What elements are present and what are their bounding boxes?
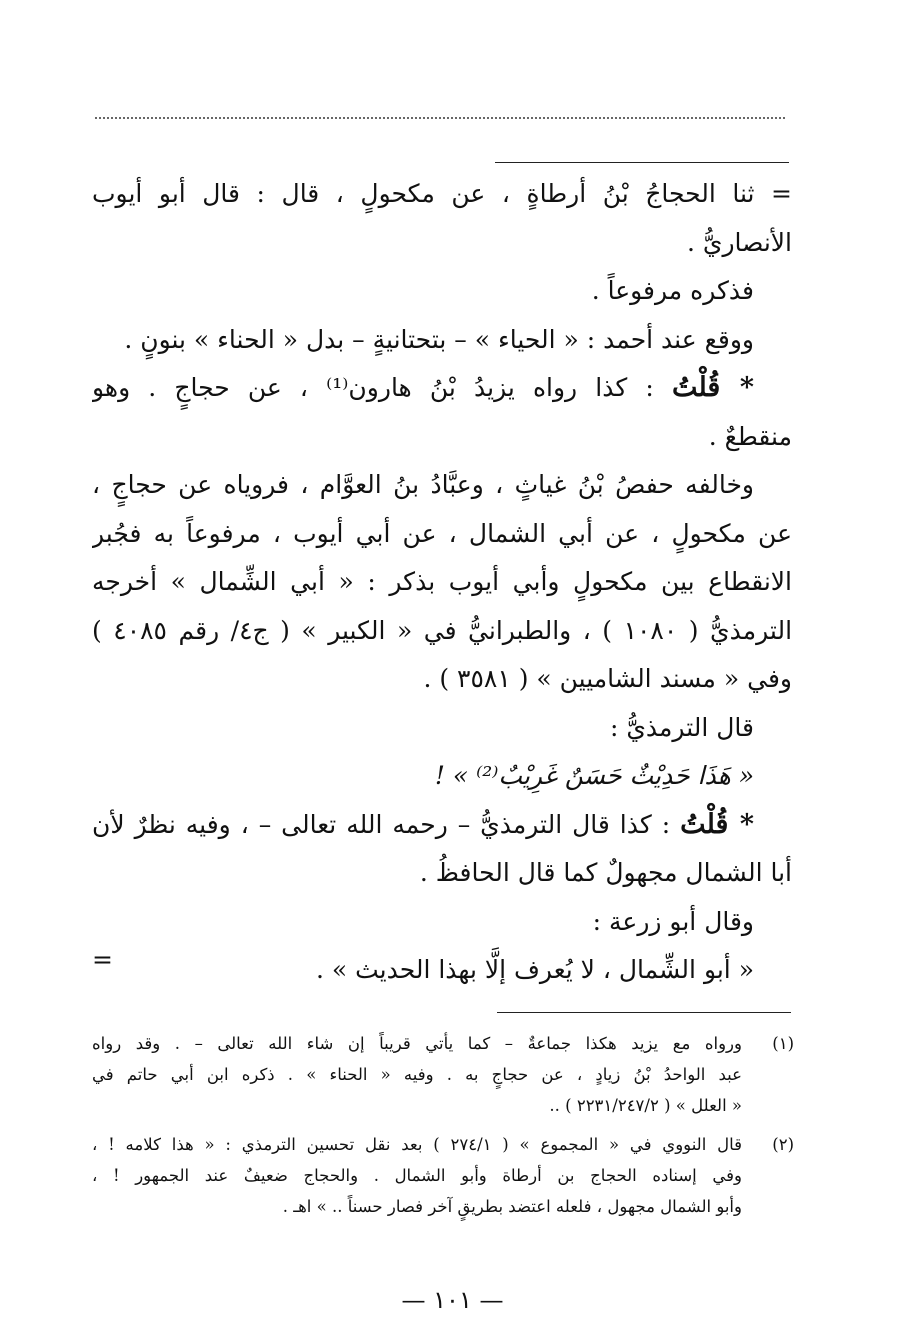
footnotes xyxy=(92,1028,794,1230)
top-separator-rule xyxy=(495,162,789,163)
footnote-line: « العلل » ( ٢٢٣١/٢٤٧/٢ ) .. xyxy=(549,1096,742,1115)
footnote-line: قال النووي في « المجموع » ( ٢٧٤/١ ) بعد نقل تحسين الترمذي : « هذا كلامه ! ، xyxy=(92,1135,742,1154)
text-line-4: ووقع عند أحمد : « الحياء » – بتحتانيةٍ – بدل « الحناء » بنونٍ . xyxy=(124,324,754,354)
footnote-number: (٢) xyxy=(772,1135,794,1154)
text-line-5: * قُلْتُ : كذا رواه يزيدُ بْنُ هارون⁽¹⁾ ، عن حجاجٍ . وهو xyxy=(92,372,755,403)
footnote-2 xyxy=(92,1129,794,1222)
text-line-2: الأنصاريُّ . xyxy=(687,227,792,257)
text-line-14-rest: : كذا قال الترمذيُّ – رحمه الله تعالى – ، وفيه نظرٌ لأن xyxy=(92,809,671,839)
footnote-line: ورواه مع يزيد هكذا جماعةٌ – كما يأتي قريباً إن شاء الله تعالى – . وقد رواه xyxy=(92,1034,742,1053)
main-text xyxy=(92,170,792,995)
footnote-line: عبد الواحدُ بْنُ زيادٍ ، عن حجاجٍ به . وفيه « الحناء » . ذكره ابن أبي حاتم في xyxy=(92,1065,742,1084)
footnote-1 xyxy=(92,1028,794,1121)
text-line-5-rest: رواه يزيدُ بْنُ هارون⁽¹⁾ ، عن حجاجٍ . وهو xyxy=(92,373,578,402)
qult-inline: كذا xyxy=(595,373,628,402)
text-line-16: وقال أبو زرعة : xyxy=(592,906,754,936)
header-dotted-rule xyxy=(95,117,785,119)
qult-label-2: * قُلْتُ xyxy=(680,808,754,840)
footnote-line: وفي إسناده الحجاج بن أرطاة وأبو الشمال . والحجاج ضعيفٌ عند الجمهور ! ، xyxy=(92,1166,742,1185)
footnote-line: وأبو الشمال مجهول ، فلعله اعتضد بطريقٍ آخر فصار حسناً .. » اهـ . xyxy=(282,1197,742,1216)
qult-label: * قُلْتُ xyxy=(671,372,755,403)
footnote-number: (١) xyxy=(772,1034,794,1053)
text-line-3: فذكره مرفوعاً . xyxy=(591,276,754,305)
text-line-9: الانقطاع بين مكحولٍ وأبي أيوب بذكر : « أبي الشِّمال » أخرجه xyxy=(92,567,792,596)
text-line-6: منقطعٌ . xyxy=(708,421,792,451)
text-line-14 xyxy=(92,801,792,850)
page-number: — ١٠١ — xyxy=(401,1286,504,1314)
text-line-1: = ثنا الحجاجُ بْنُ أرطاةٍ ، عن مكحولٍ ، قال : قال أبو أيوب xyxy=(92,179,792,208)
text-line-7: وخالفه حفصُ بْنُ غياثٍ ، وعبَّادُ بنُ العوَّام ، فروياه عن حجاجٍ ، xyxy=(92,470,754,499)
text-line-17: « أبو الشِّمال ، لا يُعرف إلَّا بهذا الحديث » . xyxy=(315,955,754,984)
text-line-10: الترمذيُّ ( ١٠٨٠ ) ، والطبرانيُّ في « الكبير » ( ج٤/ رقم ٤٠٨٥ ) xyxy=(92,615,792,645)
text-line-8: عن مكحولٍ ، عن أبي الشمال ، عن أبي أيوب ، مرفوعاً به فجُبر xyxy=(92,518,792,548)
footnote-separator-rule xyxy=(497,1012,791,1013)
continuation-mark: = xyxy=(92,945,113,974)
text-line-15: أبا الشمال مجهولٌ كما قال الحافظُ . xyxy=(419,858,792,887)
text-line-12: قال الترمذيُّ : xyxy=(609,712,754,742)
text-line-11: وفي « مسند الشاميين » ( ٣٥٨١ ) . xyxy=(423,664,792,693)
hadith-quote: « هَذَا حَدِيْثٌ حَسَنٌ غَرِيْبٌ⁽²⁾ » ! xyxy=(434,761,754,790)
